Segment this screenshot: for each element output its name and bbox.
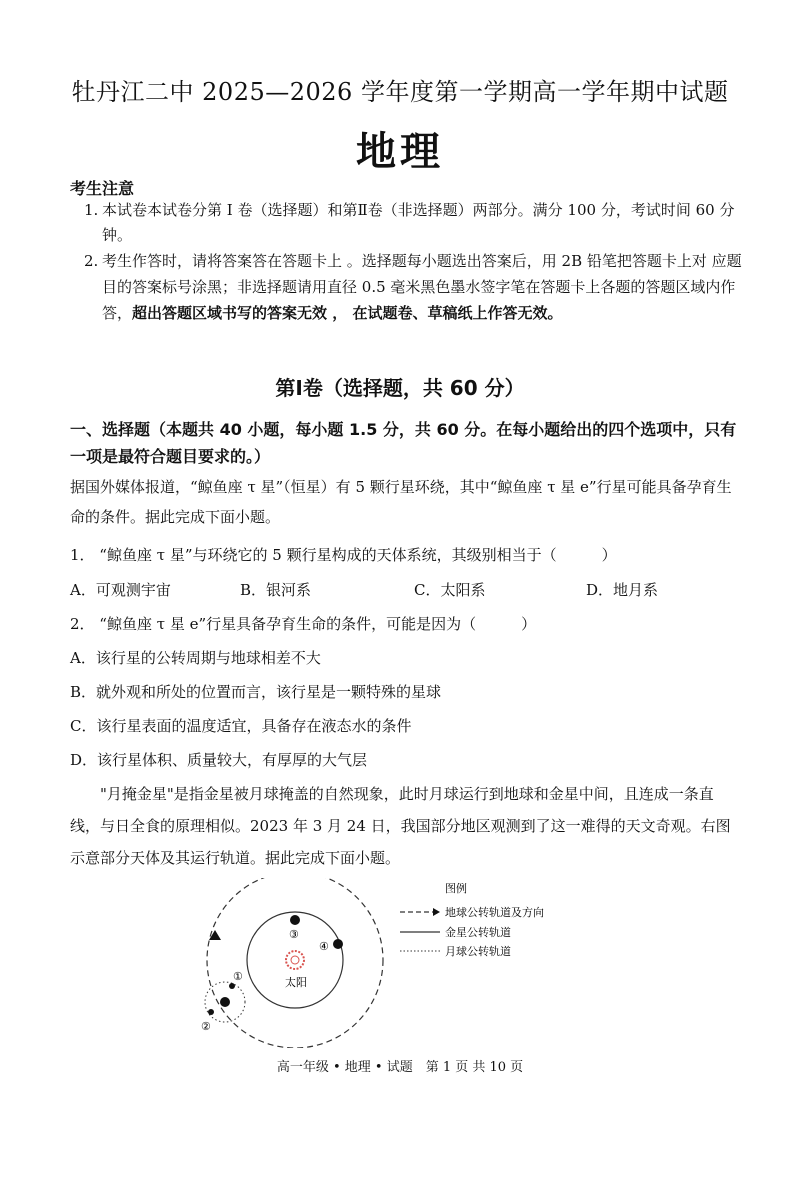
moon-position-2 bbox=[208, 1009, 214, 1015]
question-2-stem: 2． “鲸鱼座 τ 星 e”行星具备孕育生命的条件，可能是因为（ ） bbox=[70, 615, 537, 633]
q1-option-b: B．银河系 bbox=[240, 581, 312, 599]
sun-core bbox=[291, 956, 299, 964]
subject-title: 地理 bbox=[356, 128, 444, 175]
passage-2: "月掩金星"是指金星被月球掩盖的自然现象，此时月球运行到地球和金星中间，且连成一条直线，与日全食的原理相似。2023 年 3 月 24 日，我国部分地区观测到了这一难得的天文奇观。右图示意部分天体及其运行轨道。据此完成下面小题。 bbox=[70, 785, 731, 867]
q1-option-a: A．可观测宇宙 bbox=[70, 581, 171, 599]
q1-option-c: C．太阳系 bbox=[414, 581, 486, 599]
passage-1: 据国外媒体报道，“鲸鱼座 τ 星”（恒星）有 5 颗行星环绕，其中“鲸鱼座 τ 星 e”行星可能具备孕育生命的条件。据此完成下面小题。 bbox=[70, 478, 732, 526]
legend-arrow-icon bbox=[433, 908, 440, 916]
legend-venus-label: 金星公转轨道 bbox=[445, 926, 511, 939]
orbit-diagram bbox=[195, 878, 605, 1048]
notice-item-text: 本试卷本试卷分第 Ⅰ 卷（选择题）和第Ⅱ卷（非选择题）两部分。满分 100 分，考试时间 60 分钟。 bbox=[102, 201, 735, 244]
sun-label: 太阳 bbox=[285, 976, 307, 989]
venus-position-4 bbox=[333, 939, 343, 949]
orbit-diagram-svg bbox=[195, 878, 605, 1048]
marker-2: ② bbox=[201, 1020, 211, 1033]
page-footer: 高一年级 • 地理 • 试题 第 1 页 共 10 页 bbox=[276, 1060, 524, 1075]
legend-moon-label: 月球公转轨道 bbox=[445, 945, 511, 958]
question-1-stem: 1． “鲸鱼座 τ 星”与环绕它的 5 颗行星构成的天体系统，其级别相当于（ ） bbox=[70, 546, 617, 564]
notice-item-number: 1. bbox=[84, 201, 99, 219]
q2-option-a: A．该行星的公转周期与地球相差不大 bbox=[70, 649, 321, 667]
legend-earth-label: 地球公转轨道及方向 bbox=[445, 906, 544, 919]
notice-item-text: 考生作答时，请将答案答在答题卡上 。选择题每小题选出答案后，用 2B 铅笔把答题卡上对 应题目的答案标号涂黑；非选择题请用直径 0.5 毫米黑色墨水签字笔在答题卡上各题的答题区域内作答， bbox=[102, 252, 742, 322]
notice-warning: 超出答题区域书写的答案无效 ， 在试题卷、草稿纸上作答无效。 bbox=[132, 304, 563, 322]
venus-orbit bbox=[247, 912, 343, 1008]
q2-option-d: D．该行星体积、质量较大，有厚厚的大气层 bbox=[70, 751, 368, 769]
moon-position-1 bbox=[229, 983, 235, 989]
q2-option-b: B．就外观和所处的位置而言，该行星是一颗特殊的星球 bbox=[70, 683, 442, 701]
q1-option-d: D．地月系 bbox=[586, 581, 659, 599]
earth-dot bbox=[220, 997, 230, 1007]
section-title: 第Ⅰ卷（选择题，共 60 分） bbox=[275, 376, 525, 400]
marker-3: ③ bbox=[289, 928, 299, 941]
sun-icon bbox=[286, 951, 304, 969]
notice-item-1 bbox=[84, 198, 744, 248]
earth-orbit bbox=[207, 878, 383, 1048]
exam-title: 牡丹江二中 2025—2026 学年度第一学期高一学年期中试题 bbox=[71, 78, 729, 106]
notice-item-number: 2. bbox=[84, 252, 99, 270]
notice-item-body bbox=[102, 248, 744, 326]
q2-option-c: C．该行星表面的温度适宜，具备存在液态水的条件 bbox=[70, 717, 412, 735]
venus-position-3 bbox=[290, 915, 300, 925]
notice-heading: 考生注意 bbox=[70, 179, 135, 198]
marker-1: ① bbox=[233, 970, 243, 983]
marker-4: ④ bbox=[319, 940, 329, 953]
legend-title: 图例 bbox=[445, 882, 467, 895]
part-heading: 一、选择题（本题共 40 小题，每小题 1.5 分，共 60 分。在每小题给出的四个选项中，只有一项是最符合题目要求的。） bbox=[70, 420, 737, 466]
notice-item-2 bbox=[84, 248, 744, 326]
